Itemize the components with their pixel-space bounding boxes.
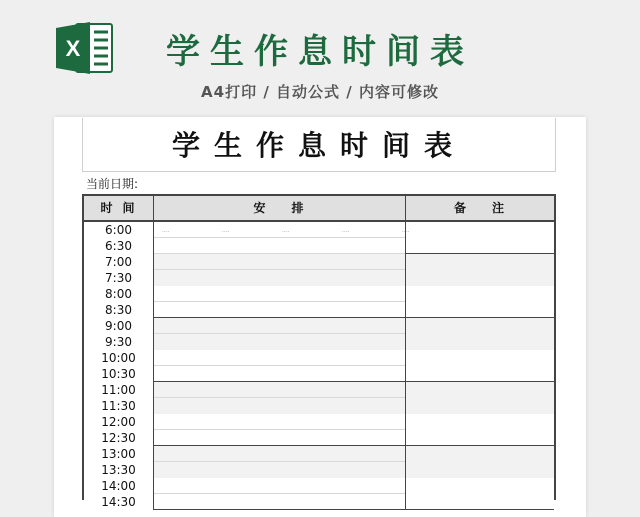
plan-subcell[interactable]: [154, 334, 405, 350]
plan-subcell[interactable]: [154, 478, 405, 494]
time-cell[interactable]: 9:00: [105, 319, 132, 333]
time-column: [84, 286, 154, 318]
table-row: [84, 382, 554, 414]
time-cell[interactable]: 11:00: [101, 383, 136, 397]
schedule-table: [82, 194, 556, 509]
time-cell[interactable]: 6:30: [105, 239, 132, 253]
plan-subcell[interactable]: [154, 302, 405, 318]
time-cell[interactable]: 9:30: [105, 335, 132, 349]
plan-cell[interactable]: [154, 446, 406, 478]
plan-subcell[interactable]: [154, 494, 405, 510]
time-column: [84, 254, 154, 286]
plan-subcell[interactable]: [154, 254, 405, 270]
note-cell[interactable]: [406, 222, 554, 254]
banner-title: 学生作息时间表: [166, 32, 474, 72]
dot-marks: ....: [282, 227, 290, 234]
time-cell[interactable]: 10:30: [101, 367, 136, 381]
note-cell[interactable]: [406, 414, 554, 446]
header-time: 时间: [84, 196, 154, 220]
plan-subcell[interactable]: [154, 222, 405, 238]
header-note: 备注: [453, 201, 530, 215]
time-column: [84, 350, 154, 382]
table-header: [84, 196, 554, 222]
plan-cell[interactable]: [154, 414, 406, 446]
time-cell[interactable]: 14:00: [101, 479, 136, 493]
time-column: [84, 318, 154, 350]
plan-subcell[interactable]: [154, 414, 405, 430]
time-cell[interactable]: 12:30: [101, 431, 136, 445]
note-cell[interactable]: [406, 254, 554, 286]
plan-subcell[interactable]: [154, 462, 405, 478]
document-title: 学生作息时间表: [171, 129, 466, 162]
plan-subcell[interactable]: [154, 286, 405, 302]
date-label: 当前日期:: [86, 177, 139, 191]
plan-cell[interactable]: [154, 350, 406, 382]
header-banner: [0, 0, 640, 112]
plan-subcell[interactable]: [154, 382, 405, 398]
plan-subcell[interactable]: [154, 366, 405, 382]
dot-marks: ....: [222, 227, 230, 234]
plan-subcell[interactable]: [154, 398, 405, 414]
table-body: [84, 222, 554, 510]
note-cell[interactable]: [406, 318, 554, 350]
note-cell[interactable]: [406, 478, 554, 510]
time-cell[interactable]: 12:00: [101, 415, 136, 429]
note-cell[interactable]: [406, 382, 554, 414]
plan-cell[interactable]: [154, 286, 406, 318]
plan-cell[interactable]: [154, 478, 406, 510]
table-row: [84, 414, 554, 446]
plan-subcell[interactable]: [154, 318, 405, 334]
time-cell[interactable]: 10:00: [101, 351, 136, 365]
table-row: [84, 478, 554, 510]
dot-marks: ....: [402, 227, 410, 234]
time-cell[interactable]: 11:30: [101, 399, 136, 413]
plan-cell[interactable]: [154, 382, 406, 414]
excel-icon-letter: X: [65, 36, 81, 61]
time-column: [84, 446, 154, 478]
document-title-box: [82, 118, 556, 172]
dot-marks: ....: [342, 227, 350, 234]
note-cell[interactable]: [406, 350, 554, 382]
time-cell[interactable]: 8:00: [105, 287, 132, 301]
time-cell[interactable]: 7:30: [105, 271, 132, 285]
time-column: [84, 222, 154, 254]
time-cell[interactable]: 8:30: [105, 303, 132, 317]
table-row: [84, 222, 554, 254]
excel-icon: [54, 20, 116, 76]
time-cell[interactable]: 13:30: [101, 463, 136, 477]
table-row: [84, 446, 554, 478]
time-cell[interactable]: 7:00: [105, 255, 132, 269]
header-plan: 安排: [154, 196, 406, 220]
plan-cell[interactable]: [154, 254, 406, 286]
time-cell[interactable]: 14:30: [101, 495, 136, 509]
note-cell[interactable]: [406, 446, 554, 478]
time-column: [84, 414, 154, 446]
time-column: [84, 382, 154, 414]
dot-marks: ....: [162, 227, 170, 234]
plan-subcell[interactable]: [154, 270, 405, 286]
table-row: [84, 286, 554, 318]
table-row: [84, 318, 554, 350]
banner-subtitle: A4打印 / 自动公式 / 内容可修改: [201, 83, 439, 101]
table-row: [84, 350, 554, 382]
plan-cell[interactable]: [154, 318, 406, 350]
time-cell[interactable]: 13:00: [101, 447, 136, 461]
plan-subcell[interactable]: [154, 446, 405, 462]
plan-subcell[interactable]: [154, 238, 405, 254]
note-cell[interactable]: [406, 286, 554, 318]
plan-subcell[interactable]: [154, 430, 405, 446]
table-row: [84, 254, 554, 286]
time-column: [84, 478, 154, 510]
time-cell[interactable]: 6:00: [105, 223, 132, 237]
plan-subcell[interactable]: [154, 350, 405, 366]
plan-cell[interactable]: [154, 222, 410, 254]
